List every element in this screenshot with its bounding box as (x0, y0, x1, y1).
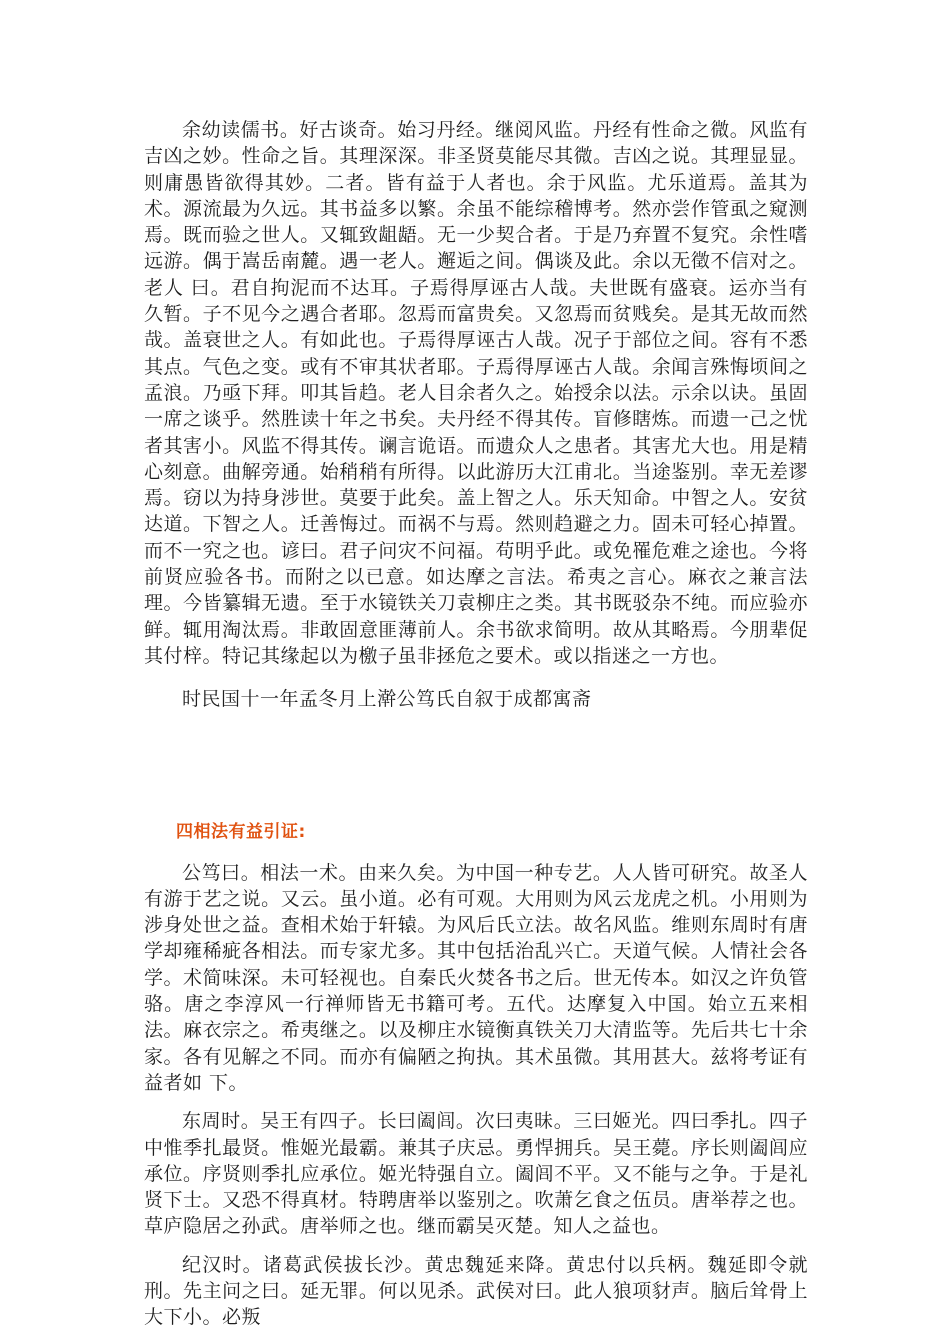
section-heading: 四相法有益引证: (176, 821, 306, 842)
preface-signoff: 时民国十一年孟冬月上澣公笃氏自叙于成都寓斋 (182, 688, 592, 711)
document-body (144, 117, 808, 1331)
body-paragraph: 东周时。吴王有四子。长曰阖闾。次曰夷昧。三曰姬光。四曰季扎。四子中惟季扎最贤。惟姬光最霸。兼其子庆忌。勇悍拥兵。吴王薨。序长则阖闾应承位。序贤则季扎应承位。姬光特强自立。阖闾不平。又不能与之争。于是礼贤下士。又恐不得真材。特聘唐举以鉴别之。吹萧乞食之伍员。唐举荐之也。草庐隐居之孙武。唐举师之也。继而霸吴灭楚。知人之益也。 (144, 1110, 808, 1238)
body-paragraph: 公笃曰。相法一术。由来久矣。为中国一种专艺。人人皆可研究。故圣人有游于艺之说。又云。虽小道。必有可观。大用则为风云龙虎之机。小用则为涉身处世之益。查相术始于轩辕。为风后氏立法。故名风监。维则东周时有唐学却雍稀疵各相法。而专家尤多。其中包括治乱兴亡。天道气候。人情社会各学。术简味深。未可轻视也。自秦氏火焚各书之后。世无传本。如汉之许负管骆。唐之李淳风一行禅师皆无书籍可考。五代。达摩复入中国。始立五来相法。麻衣宗之。希夷继之。以及柳庄水镜衡真铁关刀大清监等。先后共七十余家。各有见解之不同。而亦有偏陋之拘执。其术虽微。其用甚大。兹将考证有益者如 下。 (144, 861, 808, 1094)
body-paragraph: 纪汉时。诸葛武侯拔长沙。黄忠魏延来降。黄忠付以兵柄。魏延即令就刑。先主问之曰。延无罪。何以见杀。武侯对曰。此人狼项豺声。脑后耸骨上大下小。必叛 (144, 1253, 808, 1329)
preface-paragraph: 余幼读儒书。好古谈奇。始习丹经。继阅风监。丹经有性命之微。风监有吉凶之妙。性命之旨。其理深深。非圣贤莫能尽其微。吉凶之说。其理显显。则庸愚皆欲得其妙。二者。皆有益于人者也。余于风监。尤乐道焉。盖其为术。源流最为久远。其书益多以繁。余虽不能综稽博考。然亦尝作管虱之窥测焉。既而验之世人。又辄致龃龉。无一少契合者。于是乃弃置不复究。余性嗜远游。偶于嵩岳南麓。遇一老人。邂逅之间。偶谈及此。余以无徵不信对之。老人 曰。君自拘泥而不达耳。子焉得厚诬古人哉。夫世既有盛衰。运亦当有久暂。子不见今之遇合者耶。忽焉而富贵矣。又忽焉而贫贱矣。是其无故而然哉。盖衰世之人。有如此也。子焉得厚诬古人哉。况子于部位之间。容有不悉其点。气色之变。或有不审其状者耶。子焉得厚诬古人哉。余闻言殊悔顷间之孟浪。乃亟下拜。叩其旨趋。老人目余者久之。始授余以法。示余以诀。虽固一席之谈乎。然胜读十年之书矣。夫丹经不得其传。盲修瞎炼。而遗一己之忧者其害小。风监不得其传。谰言诡语。而遗众人之患者。其害尤大也。用是精心刻意。曲解旁通。始稍稍有所得。以此游历大江甫北。当途鉴别。幸无差谬焉。窃以为持身涉世。莫要于此矣。盖上智之人。乐天知命。中智之人。安贫达道。下智之人。迁善悔过。而祸不与焉。然则趋避之力。固未可轻心掉置。而不一究之也。谚曰。君子问灾不问福。苟明乎此。或免罹危难之途也。今将前贤应验各书。而附之以已意。如达摩之言法。希夷之言心。麻衣之兼言法理。今皆纂辑无遗。至于水镜铁关刀袁柳庄之类。其书既驳杂不纯。而应验亦鲜。辄用淘汰焉。非敢固意匪薄前人。余书欲求简明。故从其略焉。今朋辈促其付梓。特记其缘起以为檄子虽非拯危之要术。或以指迷之一方也。 (144, 119, 808, 667)
